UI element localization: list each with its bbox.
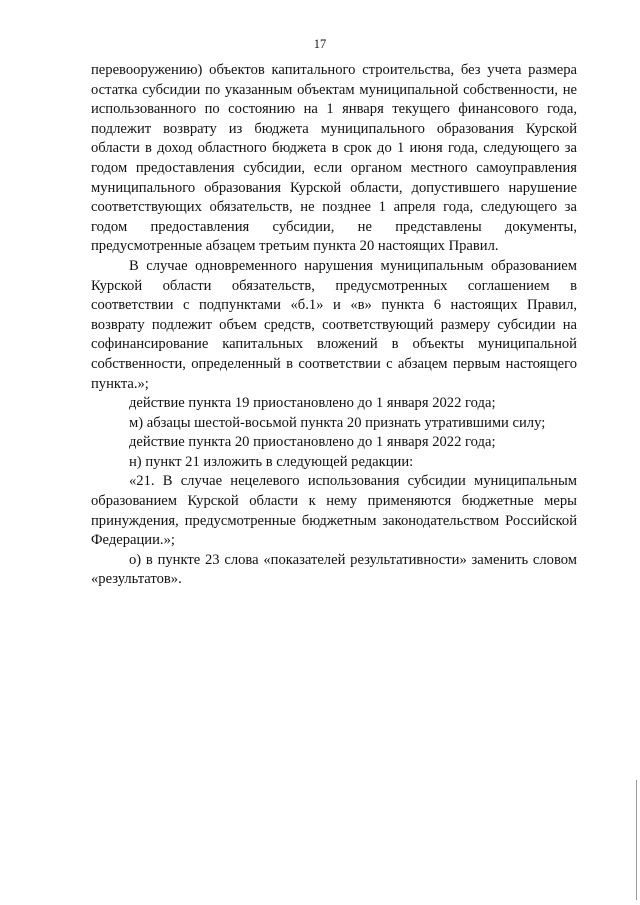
paragraph-item-n: н) пункт 21 изложить в следующей редакции: [129,453,414,470]
paragraph-item-20-suspended: действие пункта 20 приостановлено до 1 января 2022 года; [129,434,496,451]
paragraph-item-o: о) в пункте 23 слова «показателей результативности» заменить словом «результатов». [91,551,577,588]
paragraph-continuation: перевооружению) объектов капитального строительства, без учета размера остатка субсидии по указанным объектам муниципальной собственности, не использованного по состоянию на 1 января текущего финансового года, подлежит возврату из бюджета муниципального образования Курской области в доход областного бюджета в срок до 1 июня года, следующего за годом предоставления субсидии, если органом местного самоуправления муниципального образования Курской области, допустившего нарушение соответствующих обязательств, не позднее 1 апреля года, следующего за годом предоставления субсидии, не представлены документы, предусмотренные абзацем третьим пункта 20 настоящих Правил. [91,62,577,255]
paragraph-item-19-suspended: действие пункта 19 приостановлено до 1 января 2022 года; [129,395,496,412]
scan-edge-line [636,780,637,900]
paragraph-simultaneous-violation: В случае одновременного нарушения муниципальным образованием Курской области обязательств, предусмотренных соглашением в соответствии с подпунктами «б.1» и «в» пункта 6 настоящих Правил, возврату подлежит объем средств, соответствующий размеру субсидии на софинансирование капитальных вложений в объекты муниципальной собственности, определенный в соответствии с абзацем первым настоящего пункта.»; [91,257,577,392]
paragraph-item-21-text: «21. В случае нецелевого использования субсидии муниципальным образованием Курской области к нему применяются бюджетные меры принуждения, предусмотренные бюджетным законодательством Российской Федерации.»; [91,473,577,549]
paragraph-item-m: м) абзацы шестой-восьмой пункта 20 признать утратившими силу; [129,414,546,431]
page-number: 17 [313,37,327,51]
document-body [91,61,577,590]
